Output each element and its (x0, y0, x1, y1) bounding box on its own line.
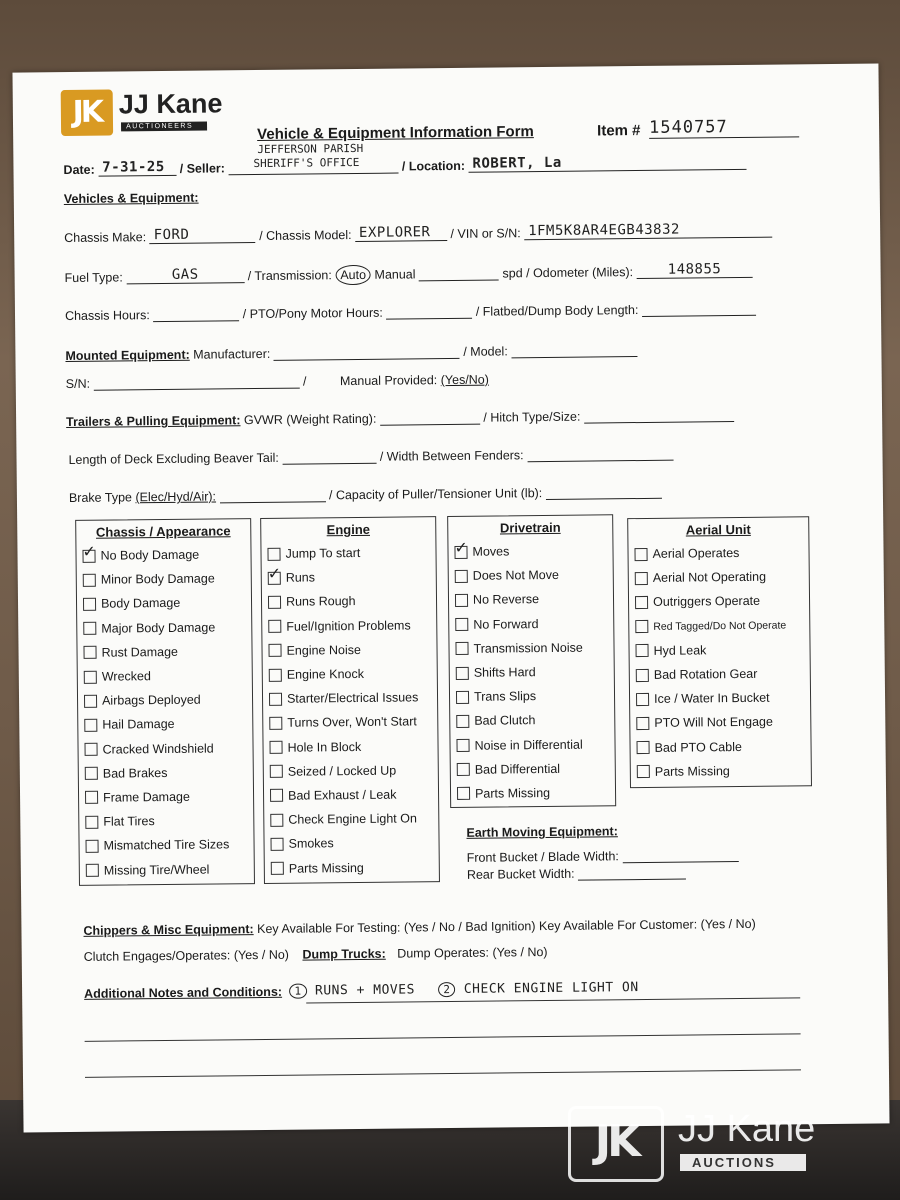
pto-hours-line (386, 304, 472, 320)
gvwr-label: GVWR (Weight Rating): (243, 411, 377, 428)
note-2-number: 2 (438, 982, 455, 997)
mounted-heading: Mounted Equipment: (65, 347, 190, 364)
checkbox[interactable] (85, 791, 98, 804)
engine-box-title: Engine (326, 521, 371, 538)
trailers-row: Trailers & Pulling Equipment: GVWR (Weight Rating): / Hitch Type/Size: (66, 407, 734, 429)
checkbox-label: Bad Clutch (474, 713, 536, 729)
checkbox[interactable] (636, 668, 649, 681)
sn-label: S/N: (65, 376, 91, 392)
aerial-unit-box (627, 516, 812, 788)
checkbox[interactable] (268, 620, 281, 633)
checked-checkbox[interactable] (82, 549, 95, 562)
checkbox-item (85, 808, 253, 834)
jj-kane-logo (61, 88, 242, 140)
checkbox-label: Major Body Damage (101, 620, 216, 636)
deck-row: Length of Deck Excluding Beaver Tail: / Width Between Fenders: (68, 446, 673, 467)
engine-box (260, 516, 440, 884)
form-paper (12, 63, 889, 1132)
checkbox[interactable] (269, 692, 282, 705)
brake-row: Brake Type (Elec/Hyd/Air): / Capacity of Puller/Tensioner Unit (lb): (69, 484, 662, 505)
note-2 (434, 980, 642, 997)
checkbox-item (85, 760, 253, 786)
checkbox-item (636, 661, 810, 687)
checkbox[interactable] (456, 691, 469, 704)
checkbox[interactable] (84, 719, 97, 732)
checkbox[interactable] (85, 767, 98, 780)
checkbox-label: No Forward (473, 616, 539, 632)
flatbed-label: Flatbed/Dump Body Length: (482, 303, 639, 319)
key-customer: Key Available For Customer: (Yes / No) (538, 916, 756, 934)
notes-row (84, 980, 643, 1001)
checkbox-label: Cracked Windshield (102, 741, 214, 757)
checkbox-label: Fuel/Ignition Problems (286, 618, 411, 634)
checkbox-item (82, 542, 250, 568)
sn-line (93, 374, 299, 391)
checkbox-label: Does Not Move (472, 568, 559, 584)
checkbox-label: Red Tagged/Do Not Operate (653, 619, 787, 633)
checkbox[interactable] (84, 743, 97, 756)
rear-bucket-row (467, 864, 739, 882)
checkbox-item (635, 637, 809, 663)
checkbox[interactable] (270, 813, 283, 826)
checkbox-label: Check Engine Light On (288, 811, 417, 827)
checkbox[interactable] (456, 715, 469, 728)
logo-name: JJ Kane (118, 88, 223, 120)
location-label: Location: (408, 158, 466, 174)
hours-row: Chassis Hours: / PTO/Pony Motor Hours: / Flatbed/Dump Body Length: (65, 301, 756, 323)
checkbox[interactable] (455, 618, 468, 631)
key-testing: Key Available For Testing: (Yes / No / Bad Ignition) (257, 919, 536, 937)
checkbox-item (634, 540, 808, 566)
checkbox-label: Runs (285, 570, 316, 586)
watermark-name: JJ Kane (678, 1108, 816, 1150)
watermark-jk-icon: JK (568, 1106, 664, 1182)
checkbox[interactable] (270, 789, 283, 802)
checkbox-item (85, 832, 253, 858)
date-value: 7-31-25 (98, 159, 176, 177)
checkbox-item (456, 683, 614, 709)
checkbox[interactable] (86, 840, 99, 853)
checkbox-item (270, 758, 438, 784)
flatbed-line (642, 301, 756, 317)
date-label: Date: (63, 162, 95, 178)
checkbox[interactable] (455, 570, 468, 583)
checkbox-label: Airbags Deployed (101, 692, 201, 708)
trailers-heading: Trailers & Pulling Equipment: (66, 413, 241, 430)
checkbox-item (635, 564, 809, 590)
checkbox-item (83, 566, 251, 592)
checkbox-label: Trans Slips (473, 689, 537, 704)
drivetrain-checklist (448, 538, 615, 806)
fenders-line (527, 446, 673, 463)
checkbox-label: Flat Tires (103, 814, 155, 829)
chassis-box-title: Chassis / Appearance (95, 523, 231, 540)
note-1-number: 1 (289, 984, 306, 999)
checkbox-item (456, 659, 614, 685)
checkbox-label: Transmission Noise (473, 640, 583, 656)
earth-moving-section (466, 823, 738, 882)
odometer-label: Odometer (Miles): (532, 265, 634, 281)
checkbox[interactable] (85, 815, 98, 828)
checkbox-label: Minor Body Damage (100, 571, 215, 587)
checkbox[interactable] (456, 666, 469, 679)
aerial-box-title: Aerial Unit (685, 521, 751, 538)
checkbox-label: Hail Damage (102, 717, 175, 733)
checkbox-label: Runs Rough (285, 594, 356, 610)
checkbox[interactable] (635, 620, 648, 633)
checkbox-label: Mismatched Tire Sizes (103, 837, 230, 853)
checkbox-item (636, 710, 810, 736)
checked-checkbox[interactable] (454, 545, 467, 558)
checkbox[interactable] (83, 574, 96, 587)
checkbox-item (267, 540, 435, 566)
checkbox-label: Rust Damage (101, 644, 179, 660)
checkbox-label: Hyd Leak (653, 643, 707, 658)
checkbox-item (455, 611, 613, 637)
checkbox-label: Parts Missing (654, 763, 730, 779)
checkbox-item (269, 661, 437, 687)
checkbox-label: Bad Brakes (102, 765, 168, 781)
hitch-line (584, 407, 734, 424)
checkbox-item (84, 736, 252, 762)
hitch-label: Hitch Type/Size: (490, 409, 581, 425)
checkbox-label: Outriggers Operate (652, 594, 761, 610)
clutch-row (84, 945, 548, 964)
gvwr-line (380, 410, 480, 426)
checkbox-item (269, 685, 437, 711)
checkbox-item (270, 806, 438, 832)
checkbox[interactable] (456, 739, 469, 752)
checkbox-item (636, 734, 810, 760)
checkbox-label: Parts Missing (474, 785, 551, 801)
checkbox[interactable] (635, 596, 648, 609)
checkbox-item (83, 639, 251, 665)
checkbox-item (268, 589, 436, 615)
checkbox-item (457, 756, 615, 782)
checkbox[interactable] (635, 572, 648, 585)
chassis-hours-line (153, 306, 239, 322)
checkbox-item (84, 711, 252, 737)
manual-provided-label: Manual Provided: (339, 373, 438, 389)
checkbox-label: Moves (472, 544, 510, 559)
auto-option-circled: Auto (335, 265, 371, 285)
checkbox-label: Starter/Electrical Issues (286, 690, 419, 706)
checkbox-label: Missing Tire/Wheel (103, 862, 210, 878)
checkbox[interactable] (84, 694, 97, 707)
notes-line-3 (85, 1068, 801, 1077)
date-row: Date: 7-31-25 / Seller: / Location: ROBERT, La (63, 153, 746, 177)
vin-label: VIN or S/N: (457, 226, 521, 241)
form-title: Vehicle & Equipment Information Form (257, 123, 534, 144)
checkbox-label: Body Damage (100, 596, 181, 612)
chippers-row (83, 917, 755, 938)
checkbox[interactable] (636, 693, 649, 706)
checkbox-item (635, 589, 809, 615)
manufacturer-label: Manufacturer: (193, 346, 271, 362)
notes-heading: Additional Notes and Conditions: (84, 984, 283, 1001)
checkbox-label: Engine Knock (286, 666, 365, 682)
fuel-row: Fuel Type: GAS / Transmission: Auto Manual spd / Odometer (Miles): 148855 (65, 261, 753, 285)
fenders-label: Width Between Fenders: (386, 448, 524, 464)
deck-line (282, 449, 376, 465)
seller-label: Seller: (186, 161, 225, 176)
checkbox[interactable] (83, 646, 96, 659)
checkbox-item (268, 637, 436, 663)
checkbox[interactable] (457, 763, 470, 776)
fuel-value: GAS (126, 266, 244, 284)
vehicles-heading: Vehicles & Equipment: (63, 190, 199, 207)
chassis-checklist (76, 542, 254, 882)
jk-logo-icon: JK (61, 90, 113, 137)
checkbox-item (84, 663, 252, 689)
checkbox[interactable] (457, 787, 470, 800)
checkbox-item (83, 590, 251, 616)
item-number: 1540757 (649, 116, 799, 139)
checkbox[interactable] (637, 741, 650, 754)
checkbox-item (635, 613, 809, 639)
front-bucket-label: Front Bucket / Blade Width: (466, 849, 619, 865)
checkbox-label: Aerial Not Operating (652, 569, 767, 586)
checkbox[interactable] (636, 717, 649, 730)
drivetrain-box-title: Drivetrain (499, 519, 561, 536)
manual-label: Manual (374, 267, 416, 282)
checkbox-label: PTO Will Not Engage (654, 715, 773, 731)
checkbox-item (269, 734, 437, 760)
checkbox-item (456, 732, 614, 758)
transmission-label: Transmission: (254, 268, 332, 284)
notes-line-2 (85, 1032, 801, 1041)
brake-options: (Elec/Hyd/Air): (135, 489, 217, 505)
chassis-model-value: EXPLORER (355, 224, 447, 242)
note-1-text: RUNS + MOVES (314, 982, 415, 999)
earth-heading: Earth Moving Equipment: (466, 824, 618, 840)
checkbox-item (455, 635, 613, 661)
checkbox-item (455, 587, 613, 613)
odometer-value: 148855 (636, 261, 752, 279)
location-value: ROBERT, La (468, 153, 746, 173)
checkbox-item (269, 709, 437, 735)
mounted-row: Mounted Equipment: Manufacturer: / Model: (65, 342, 637, 363)
checkbox-label: Jump To start (285, 546, 361, 561)
checkbox-item (454, 538, 612, 564)
checkbox-item (270, 782, 438, 808)
checkbox-label: Noise in Differential (474, 737, 583, 753)
checkbox-label: Seized / Locked Up (287, 763, 397, 779)
note-1 (285, 982, 419, 998)
brake-label: Brake Type (68, 490, 133, 505)
model-label: Model: (470, 344, 508, 359)
rear-bucket-line (578, 865, 686, 881)
manual-line (419, 265, 499, 281)
checkbox-label: Aerial Operates (652, 546, 740, 561)
chassis-hours-label: Chassis Hours: (64, 308, 150, 324)
checkbox-label: Turns Over, Won't Start (287, 714, 417, 731)
checkbox[interactable] (268, 596, 281, 609)
checkbox[interactable] (635, 644, 648, 657)
checkbox[interactable] (455, 642, 468, 655)
checkbox-label: Bad Exhaust / Leak (287, 787, 397, 803)
logo-subtitle: AUCTIONEERS (121, 122, 207, 132)
chassis-row: Chassis Make: FORD / Chassis Model: EXPLORER / VIN or S/N: 1FM5K8AR4EGB43832 (64, 221, 772, 245)
checkbox-label: Bad Differential (474, 761, 561, 777)
watermark-subtitle: AUCTIONS (680, 1154, 806, 1171)
checkbox[interactable] (271, 838, 284, 851)
pto-hours-label: PTO/Pony Motor Hours: (249, 305, 383, 322)
jj-kane-watermark (568, 1106, 868, 1176)
manufacturer-line (274, 344, 460, 361)
brake-line (219, 487, 325, 503)
capacity-line (546, 484, 662, 500)
sn-row: S/N: / Manual Provided: (Yes/No) (65, 372, 489, 392)
checkbox[interactable] (269, 717, 282, 730)
manual-provided-options: (Yes/No) (440, 372, 489, 388)
checkbox[interactable] (86, 864, 99, 877)
dump-trucks-heading: Dump Trucks: (302, 946, 386, 962)
checkbox-item (456, 708, 614, 734)
checkbox-item (270, 830, 438, 856)
chassis-make-value: FORD (150, 226, 256, 244)
checkbox-label: Ice / Water In Bucket (653, 690, 770, 707)
checkbox-item (637, 758, 811, 784)
checkbox-label: Bad PTO Cable (654, 739, 742, 755)
checkbox-label: Frame Damage (102, 789, 190, 805)
engine-checklist (261, 540, 439, 880)
chassis-model-label: Chassis Model: (266, 228, 352, 243)
fuel-label: Fuel Type: (64, 270, 123, 286)
checkbox-label: Bad Rotation Gear (653, 666, 758, 682)
chassis-appearance-box (75, 518, 255, 886)
vin-value: 1FM5K8AR4EGB43832 (524, 221, 772, 241)
chassis-make-label: Chassis Make: (64, 230, 147, 246)
checkbox-item (455, 562, 613, 588)
dump-operates: Dump Operates: (Yes / No) (397, 945, 548, 961)
checked-checkbox[interactable] (268, 572, 281, 585)
checkbox-item (457, 780, 615, 806)
checkbox-label: Wrecked (101, 669, 151, 684)
rear-bucket-label: Rear Bucket Width: (466, 866, 575, 882)
checkbox[interactable] (83, 622, 96, 635)
checkbox[interactable] (455, 594, 468, 607)
checkbox-item (86, 857, 254, 883)
checkbox-label: No Reverse (472, 592, 540, 608)
checkbox[interactable] (269, 668, 282, 681)
checkbox-item (83, 615, 251, 641)
checkbox[interactable] (83, 598, 96, 611)
front-bucket-line (622, 847, 738, 863)
deck-label: Length of Deck Excluding Beaver Tail: (68, 450, 279, 467)
checkbox[interactable] (267, 547, 280, 560)
spd-label: spd (502, 266, 523, 281)
checkbox-item (84, 687, 252, 713)
checkbox[interactable] (270, 765, 283, 778)
capacity-label: Capacity of Puller/Tensioner Unit (lb): (335, 486, 543, 503)
checkbox-label: No Body Damage (100, 547, 200, 563)
checkbox-label: Shifts Hard (473, 665, 536, 680)
checkbox[interactable] (634, 548, 647, 561)
checkbox[interactable] (84, 670, 97, 683)
item-label: Item # (597, 121, 641, 140)
seller-line1: JEFFERSON PARISH (257, 141, 364, 157)
aerial-checklist (628, 540, 811, 784)
checkbox-item (268, 564, 436, 590)
checkbox-label: Engine Noise (286, 642, 361, 658)
checkbox-item (85, 784, 253, 810)
checkbox-item (636, 685, 810, 711)
checkbox[interactable] (268, 644, 281, 657)
checkbox[interactable] (271, 862, 284, 875)
front-bucket-row (467, 847, 739, 865)
checkbox-item (268, 613, 436, 639)
seller-line2: SHERIFF'S OFFICE (253, 155, 360, 171)
clutch-operates: Clutch Engages/Operates: (Yes / No) (83, 947, 290, 964)
drivetrain-box (447, 514, 616, 808)
checkbox-label: Smokes (288, 836, 334, 852)
checkbox[interactable] (269, 741, 282, 754)
model-line (511, 342, 637, 358)
chippers-heading: Chippers & Misc Equipment: (83, 922, 254, 938)
checkbox-item (271, 855, 439, 881)
checkbox-label: Hole In Block (287, 739, 362, 755)
checkbox-label: Parts Missing (288, 860, 364, 876)
checkbox[interactable] (637, 765, 650, 778)
note-2-text: CHECK ENGINE LIGHT ON (463, 980, 639, 997)
